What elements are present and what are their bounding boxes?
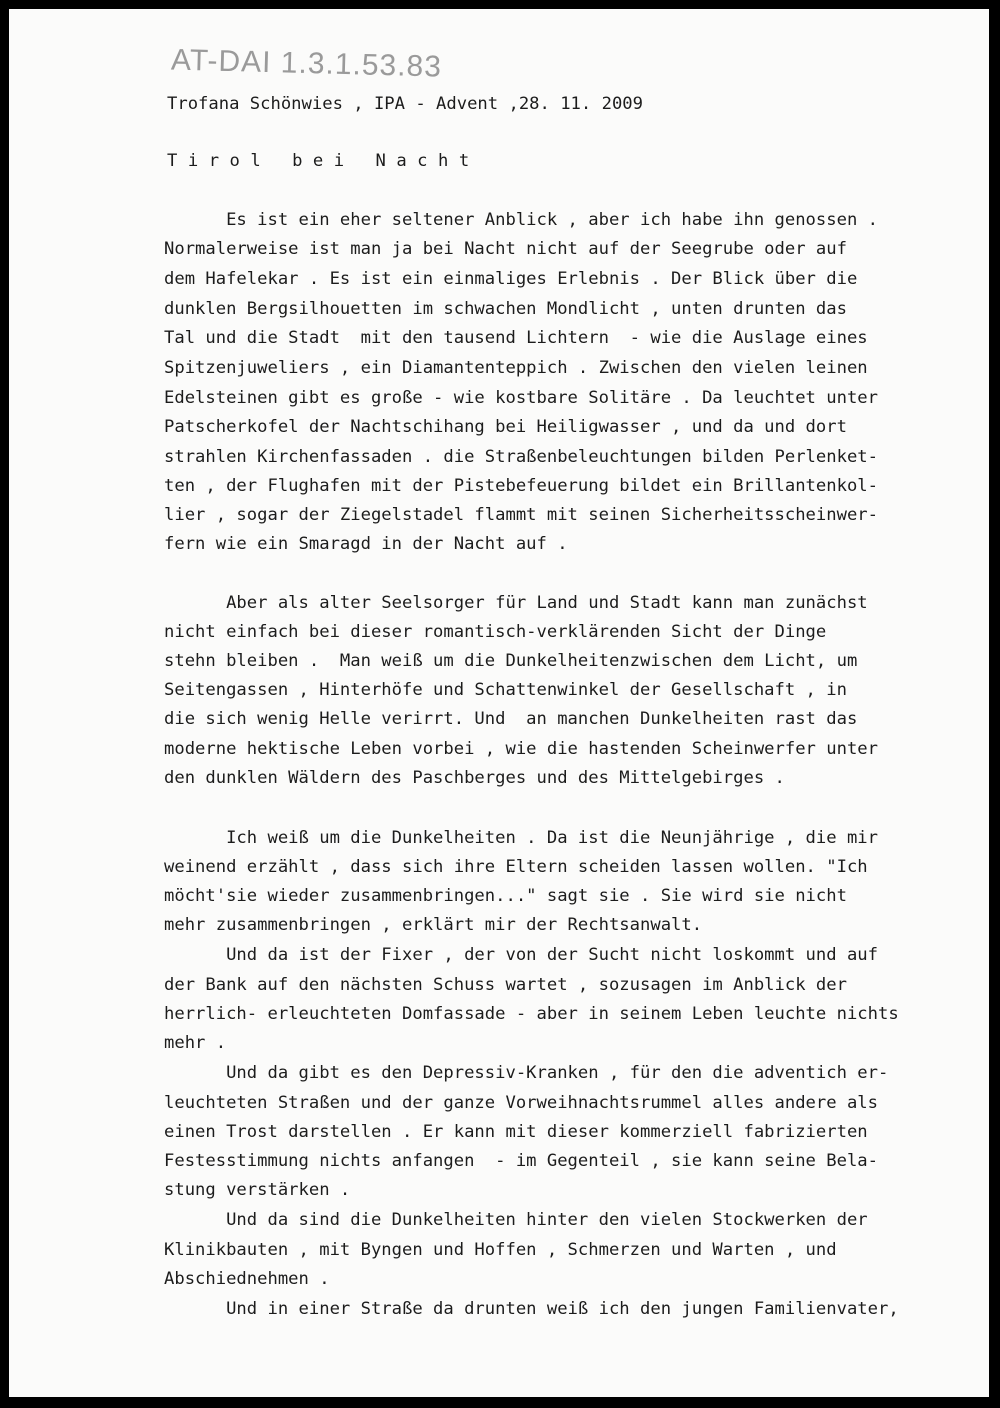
- text-line: dunklen Bergsilhouetten im schwachen Mondlicht , unten drunten das: [164, 299, 847, 319]
- text-line: strahlen Kirchenfassaden . die Straßenbeleuchtungen bilden Perlenket-: [164, 447, 878, 467]
- document-title: Tirol bei Nacht: [167, 151, 480, 171]
- text-line: stehn bleiben . Man weiß um die Dunkelheitenzwischen dem Licht, um: [164, 651, 858, 671]
- text-line: lier , sogar der Ziegelstadel flammt mit seinen Sicherheitsscheinwer-: [164, 505, 878, 525]
- text-line: ten , der Flughafen mit der Pistebefeuerung bildet ein Brillantenkol-: [164, 476, 878, 496]
- text-line: der Bank auf den nächsten Schuss wartet , sozusagen im Anblick der: [164, 975, 847, 995]
- text-line: dem Hafelekar . Es ist ein einmaliges Erlebnis . Der Blick über die: [164, 269, 858, 289]
- text-line: Tal und die Stadt mit den tausend Lichtern - wie die Auslage eines: [164, 328, 868, 348]
- text-line: Klinikbauten , mit Byngen und Hoffen , Schmerzen und Warten , und: [164, 1240, 837, 1260]
- text-line: weinend erzählt , dass sich ihre Eltern scheiden lassen wollen. "Ich: [164, 857, 868, 877]
- text-line: leuchteten Straßen und der ganze Vorweihnachtsrummel alles andere als: [164, 1093, 878, 1113]
- text-line: herrlich- erleuchteten Domfassade - aber in seinem Leben leuchte nichts: [164, 1004, 899, 1024]
- archive-signature-stamp: AT-DAI 1.3.1.53.83: [170, 43, 443, 84]
- text-line: den dunklen Wäldern des Paschberges und des Mittelgebirges .: [164, 768, 785, 788]
- text-line: Und da gibt es den Depressiv-Kranken , für den die adventich er-: [164, 1063, 889, 1083]
- text-line: Normalerweise ist man ja bei Nacht nicht auf der Seegrube oder auf: [164, 239, 847, 259]
- text-line: Edelsteinen gibt es große - wie kostbare Solitäre . Da leuchtet unter: [164, 388, 878, 408]
- text-line: moderne hektische Leben vorbei , wie die hastenden Scheinwerfer unter: [164, 739, 878, 759]
- text-line: Seitengassen , Hinterhöfe und Schattenwinkel der Gesellschaft , in: [164, 680, 847, 700]
- text-line: stung verstärken .: [164, 1180, 351, 1200]
- document-page: [9, 9, 989, 1397]
- text-line: fern wie ein Smaragd in der Nacht auf .: [164, 534, 568, 554]
- text-line: Und in einer Straße da drunten weiß ich den jungen Familienvater,: [164, 1299, 899, 1319]
- text-line: Ich weiß um die Dunkelheiten . Da ist die Neunjährige , die mir: [164, 828, 878, 848]
- text-line: Spitzenjuweliers , ein Diamantenteppich . Zwischen den vielen leinen: [164, 358, 868, 378]
- text-line: möcht'sie wieder zusammenbringen..." sagt sie . Sie wird sie nicht: [164, 886, 847, 906]
- text-line: mehr zusammenbringen , erklärt mir der Rechtsanwalt.: [164, 915, 703, 935]
- text-line: Abschiednehmen .: [164, 1269, 330, 1289]
- text-line: Aber als alter Seelsorger für Land und Stadt kann man zunächst: [164, 593, 868, 613]
- text-line: mehr .: [164, 1033, 227, 1053]
- text-line: die sich wenig Helle verirrt. Und an manchen Dunkelheiten rast das: [164, 709, 858, 729]
- text-line: Festesstimmung nichts anfangen - im Gegenteil , sie kann seine Bela-: [164, 1151, 878, 1171]
- text-line: Patscherkofel der Nachtschihang bei Heiligwasser , und da und dort: [164, 417, 847, 437]
- text-line: nicht einfach bei dieser romantisch-verklärenden Sicht der Dinge: [164, 622, 827, 642]
- text-line: Und da ist der Fixer , der von der Sucht nicht loskommt und auf: [164, 945, 878, 965]
- text-line: einen Trost darstellen . Er kann mit dieser kommerziell fabrizierten: [164, 1122, 868, 1142]
- text-line: Es ist ein eher seltener Anblick , aber ich habe ihn genossen .: [164, 210, 878, 230]
- header-line: Trofana Schönwies , IPA - Advent ,28. 11. 2009: [167, 94, 643, 114]
- text-line: Und da sind die Dunkelheiten hinter den vielen Stockwerken der: [164, 1210, 868, 1230]
